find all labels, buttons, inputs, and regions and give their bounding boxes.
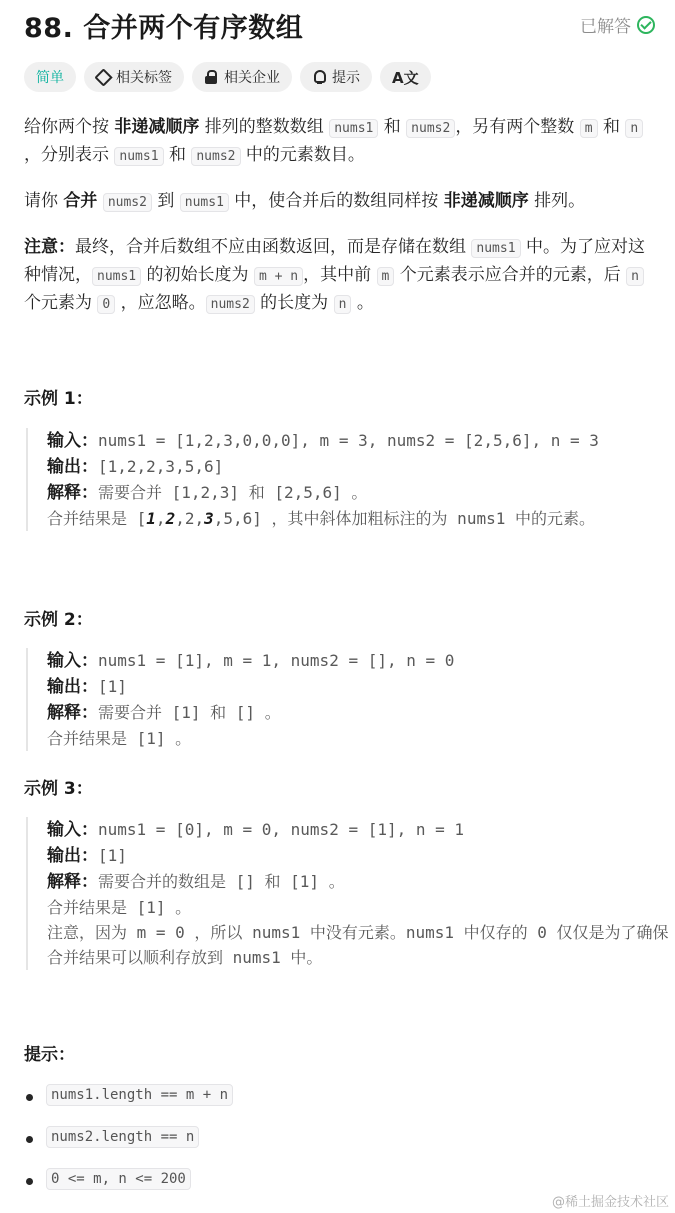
- inline-code: nums1: [92, 267, 141, 286]
- output-label: 输出：: [47, 677, 98, 697]
- solved-label: 已解答: [580, 17, 631, 37]
- inline-code: nums2: [103, 193, 152, 212]
- input-label: 输入：: [47, 431, 98, 451]
- explain-text: 需要合并的数组是 [] 和 [1] 。: [98, 872, 345, 891]
- bold-text: 注意：: [24, 237, 75, 257]
- inline-code: m: [377, 267, 395, 286]
- example-3-block: [26, 817, 675, 970]
- related-companies-button[interactable]: [192, 62, 292, 92]
- list-item: [24, 1126, 233, 1168]
- example-explain-line: [47, 700, 675, 726]
- text: 合并结果是 [: [47, 509, 147, 528]
- text: ,: [155, 509, 166, 528]
- text: ，其中前: [303, 265, 377, 285]
- translate-icon: A文: [392, 68, 419, 87]
- bullet-icon: [26, 1178, 33, 1185]
- example-1-block: [26, 428, 675, 531]
- translate-button[interactable]: [380, 62, 431, 92]
- explain-text: 需要合并 [1] 和 [] 。: [98, 703, 281, 722]
- example-1-title: 示例 1：: [24, 389, 93, 409]
- tag-bar: [24, 62, 431, 92]
- inline-code: m: [580, 119, 598, 138]
- example-input-line: [47, 817, 675, 843]
- output-label: 输出：: [47, 846, 98, 866]
- inline-code: m + n: [254, 267, 303, 286]
- text: 和: [378, 117, 407, 137]
- example-2-title: 示例 2：: [24, 610, 93, 630]
- example-input-line: [47, 428, 675, 454]
- hint-button[interactable]: [300, 62, 372, 92]
- inline-code: n: [625, 119, 643, 138]
- inline-code: nums1: [114, 147, 163, 166]
- text: ，分别表示: [24, 145, 115, 165]
- check-circle-icon: [637, 16, 655, 34]
- related-companies-label: 相关企业: [224, 70, 280, 86]
- example-3-title: 示例 3：: [24, 779, 93, 799]
- problem-description: [24, 114, 654, 336]
- example-extra-line: 合并结果是 [1] 。: [47, 729, 192, 748]
- related-tags-label: 相关标签: [116, 70, 172, 86]
- text: ，应忽略。: [115, 293, 206, 313]
- example-input-line: [47, 648, 675, 674]
- inline-code: nums1: [471, 239, 520, 258]
- list-item: [24, 1084, 233, 1126]
- text: ，另有两个整数: [455, 117, 580, 137]
- solved-status: [580, 12, 655, 37]
- text: 中的元素数目。: [240, 145, 365, 165]
- list-item: [24, 1168, 233, 1210]
- output-label: 输出：: [47, 457, 98, 477]
- text: 到: [151, 191, 180, 211]
- constraints-title: 提示：: [24, 1045, 75, 1065]
- bold-text: 合并: [63, 191, 98, 211]
- inline-code: nums2: [191, 147, 240, 166]
- example-note-line: 注意，因为 m = 0 ，所以 nums1 中没有元素。nums1 中仅存的 0 仅仅是为了确保合并结果可以顺利存放到 nums1 中。: [47, 923, 669, 967]
- text: 请你: [24, 191, 64, 211]
- text: 给你两个按: [24, 117, 115, 137]
- text: 最终，合并后数组不应由函数返回，而是存储在数组: [75, 237, 472, 257]
- input-value: nums1 = [0], m = 0, nums2 = [1], n = 1: [98, 820, 465, 839]
- inline-code: nums2: [406, 119, 455, 138]
- input-label: 输入：: [47, 820, 98, 840]
- input-value: nums1 = [1,2,3,0,0,0], m = 3, nums2 = [2,5,6], n = 3: [98, 431, 599, 450]
- inline-code: 0: [97, 295, 115, 314]
- example-2-block: [26, 648, 675, 751]
- constraint-code: 0 <= m, n <= 200: [46, 1168, 191, 1190]
- text: 和: [597, 117, 626, 137]
- bullet-icon: [26, 1136, 33, 1143]
- text: 个元素为: [24, 293, 98, 313]
- tag-icon: [96, 70, 110, 84]
- bullet-icon: [26, 1094, 33, 1101]
- inline-code: n: [626, 267, 644, 286]
- bold-text: 非递减顺序: [443, 191, 529, 211]
- constraints-list: [24, 1084, 233, 1210]
- text: 和: [163, 145, 192, 165]
- inline-code: nums1: [180, 193, 229, 212]
- difficulty-tag[interactable]: [24, 62, 76, 92]
- explain-text: 需要合并 [1,2,3] 和 [2,5,6] 。: [98, 483, 368, 502]
- text: 排列。: [528, 191, 586, 211]
- bold-italic-text: 2: [165, 509, 176, 528]
- desc-paragraph-1: [24, 114, 654, 170]
- example-explain-line: [47, 869, 675, 895]
- problem-header: [24, 6, 655, 42]
- text: 中，使合并后的数组同样按: [228, 191, 444, 211]
- output-value: [1]: [98, 846, 127, 865]
- inline-code: n: [334, 295, 352, 314]
- example-extra-line: [47, 506, 675, 531]
- example-explain-line: [47, 480, 675, 506]
- input-value: nums1 = [1], m = 1, nums2 = [], n = 0: [98, 651, 455, 670]
- example-output-line: [47, 674, 675, 700]
- text: ,2,: [175, 509, 205, 528]
- input-label: 输入：: [47, 651, 98, 671]
- hint-label: 提示: [332, 70, 360, 86]
- text: ,5,6] ，其中斜体加粗标注的为 nums1 中的元素。: [213, 509, 595, 528]
- desc-paragraph-2: [24, 188, 654, 216]
- text: 中。为了应对这种情况，: [24, 237, 645, 285]
- constraint-code: nums1.length == m + n: [46, 1084, 233, 1106]
- text: 排列的整数数组: [199, 117, 330, 137]
- output-value: [1]: [98, 677, 127, 696]
- bold-text: 非递减顺序: [114, 117, 200, 137]
- text: [97, 191, 102, 211]
- text: 。: [351, 293, 374, 313]
- related-tags-button[interactable]: [84, 62, 184, 92]
- text: 的初始长度为: [141, 265, 254, 285]
- lightbulb-icon: [312, 70, 326, 84]
- constraint-code: nums2.length == n: [46, 1126, 199, 1148]
- watermark: @稀土掘金技术社区: [551, 1195, 669, 1210]
- example-extra-line: 合并结果是 [1] 。: [47, 898, 192, 917]
- bold-italic-text: 1: [146, 509, 156, 528]
- inline-code: nums2: [206, 295, 255, 314]
- explain-label: 解释：: [47, 703, 98, 723]
- text: 的长度为: [254, 293, 334, 313]
- inline-code: nums1: [329, 119, 378, 138]
- lock-icon: [204, 70, 218, 84]
- problem-title: 88. 合并两个有序数组: [24, 13, 304, 44]
- example-output-line: [47, 843, 675, 869]
- example-output-line: [47, 454, 675, 480]
- difficulty-label: 简单: [36, 70, 64, 86]
- output-value: [1,2,2,3,5,6]: [98, 457, 224, 476]
- text: 个元素表示应合并的元素，后: [394, 265, 627, 285]
- explain-label: 解释：: [47, 872, 98, 892]
- explain-label: 解释：: [47, 483, 98, 503]
- desc-paragraph-3: [24, 234, 654, 318]
- bold-italic-text: 3: [204, 509, 214, 528]
